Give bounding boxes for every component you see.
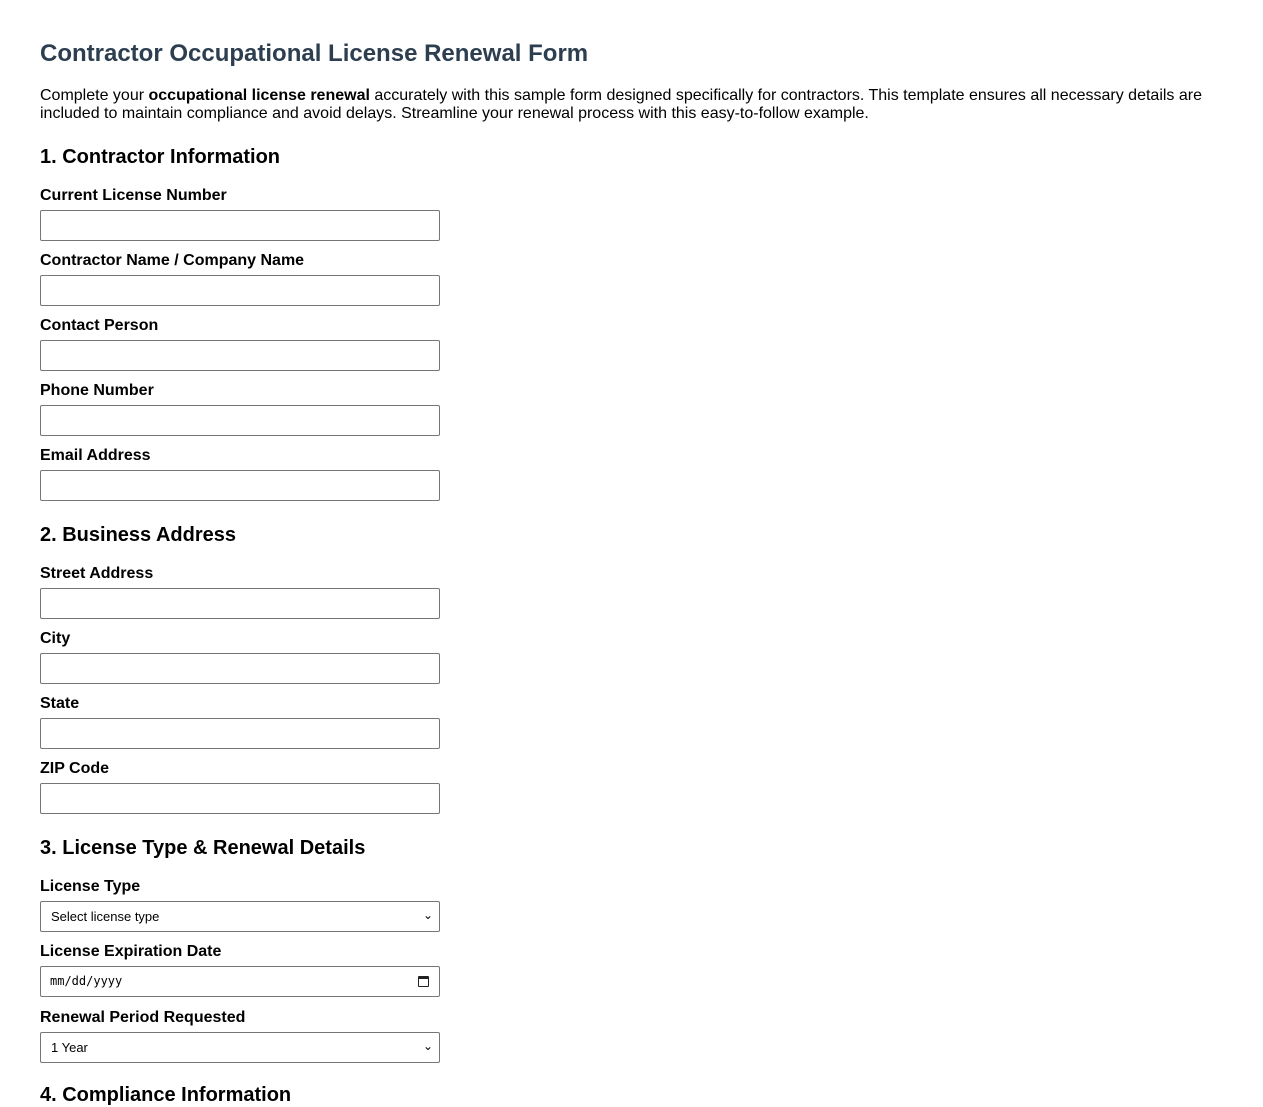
license-type-select[interactable]: Select license type ⌄ <box>40 901 440 932</box>
zip-code-input[interactable] <box>40 783 440 814</box>
contractor-name-company-name-input[interactable] <box>40 275 440 306</box>
section-heading-compliance: 4. Compliance Information <box>40 1084 292 1106</box>
state-input[interactable] <box>40 718 440 749</box>
intro-text: Complete your occupational license renewal accurately with this sample form designed specifically for contractors. This template ensures all necessary details are included to maintain compliance and avoid delays. Streamline your renewal process with this easy-to-follow example. <box>40 87 1202 122</box>
license-type-field: License Type Select license type ⌄ <box>40 878 1223 932</box>
current-license-number-input[interactable] <box>40 210 440 241</box>
state-field: State <box>40 695 1223 749</box>
expiration-date-field: License Expiration Date mm/dd/yyyy <box>40 943 1223 997</box>
email-address-input[interactable] <box>40 470 440 501</box>
phone-number-input[interactable] <box>40 405 440 436</box>
contact-person-input[interactable] <box>40 340 440 371</box>
page-title: Contractor Occupational License Renewal Form <box>40 40 589 67</box>
phone-number-field: Phone Number <box>40 382 1223 436</box>
expiration-date-input[interactable]: mm/dd/yyyy <box>40 966 440 997</box>
city-input[interactable] <box>40 653 440 684</box>
renewal-period-field: Renewal Period Requested 1 Year ⌄ <box>40 1009 1223 1063</box>
section-heading-contractor-info: 1. Contractor Information <box>40 146 281 168</box>
chevron-down-icon: ⌄ <box>422 908 433 922</box>
zip-code-field: ZIP Code <box>40 760 1223 814</box>
contact-person-field: Contact Person <box>40 317 1223 371</box>
current-license-number-field: Current License Number <box>40 187 1223 241</box>
chevron-down-icon: ⌄ <box>422 1039 433 1053</box>
city-field: City <box>40 630 1223 684</box>
contractor-name-company-name-field: Contractor Name / Company Name <box>40 252 1223 306</box>
street-address-field: Street Address <box>40 565 1223 619</box>
calendar-icon[interactable] <box>418 976 429 987</box>
section-heading-license-details: 3. License Type & Renewal Details <box>40 837 366 859</box>
renewal-period-select[interactable]: 1 Year ⌄ <box>40 1032 440 1063</box>
section-heading-business-address: 2. Business Address <box>40 524 237 546</box>
email-address-field: Email Address <box>40 447 1223 501</box>
street-address-input[interactable] <box>40 588 440 619</box>
